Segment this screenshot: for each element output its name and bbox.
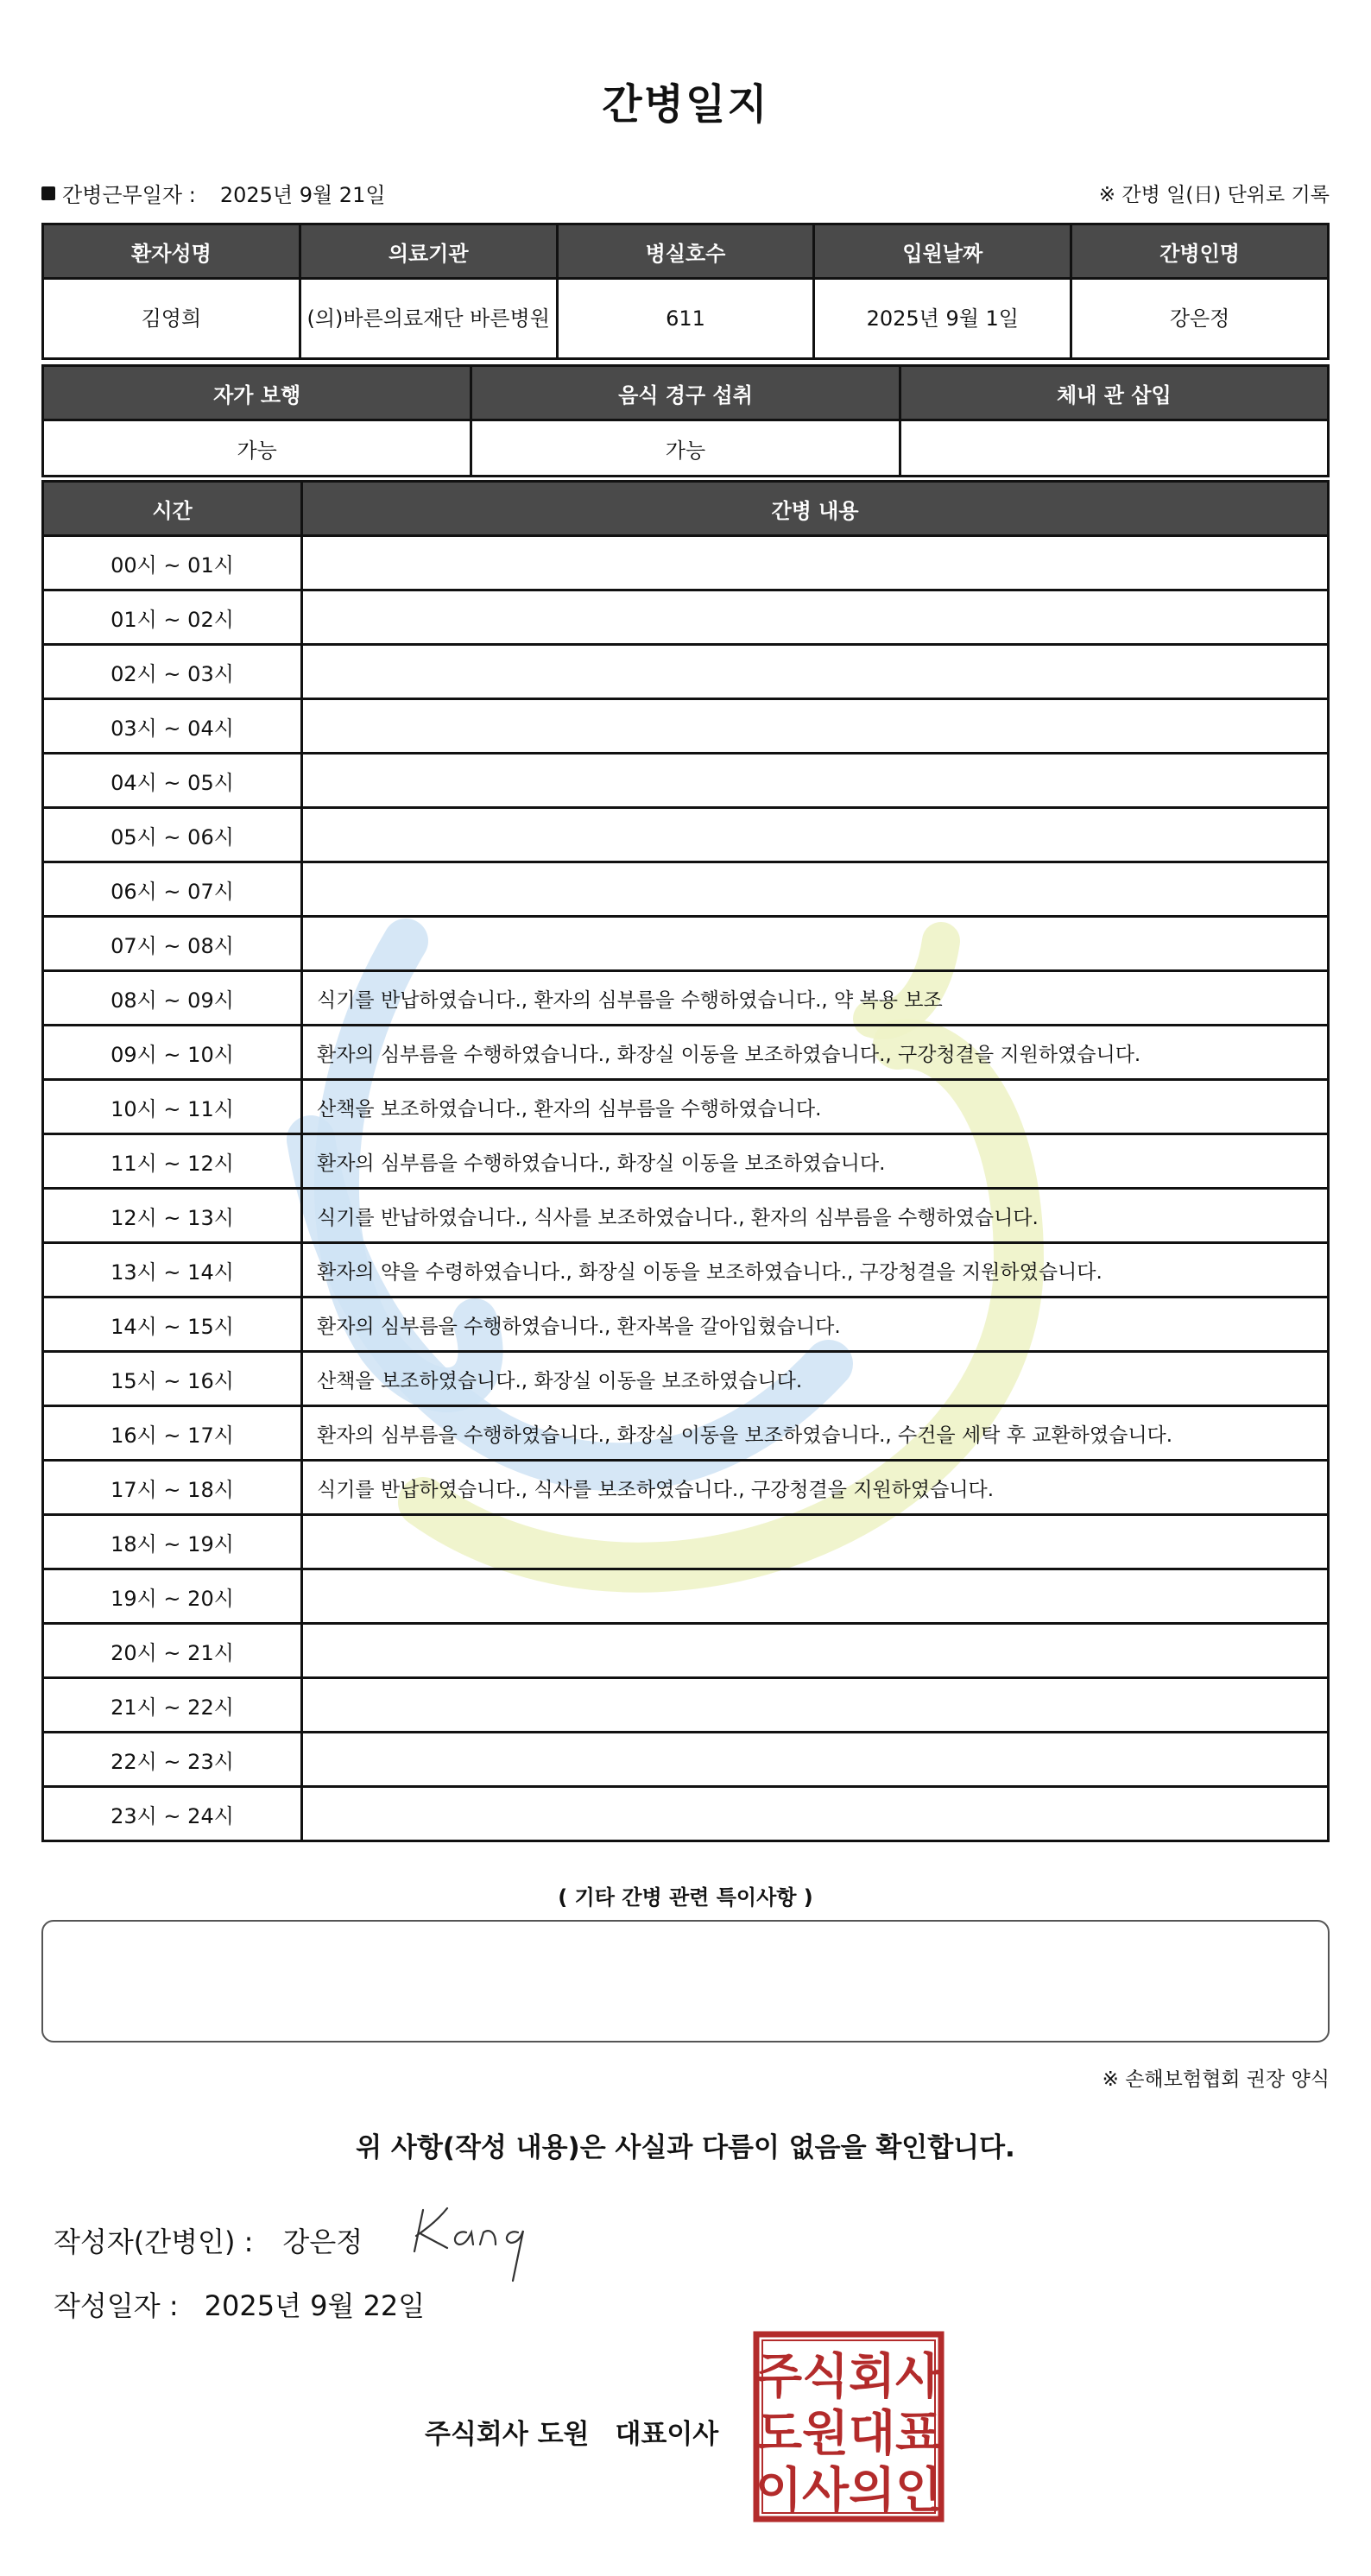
header-caregiver-name: 간병인명 <box>1071 224 1329 279</box>
seal-character: 의 <box>848 2463 896 2519</box>
care-content <box>302 1569 1329 1624</box>
table-row <box>43 1080 1329 1134</box>
care-content <box>302 862 1329 917</box>
care-schedule-table <box>41 480 1330 1842</box>
seal-character: 이 <box>755 2463 803 2519</box>
table-row <box>43 1461 1329 1515</box>
header-room-number: 병실호수 <box>557 224 814 279</box>
time-slot: 07시 ~ 08시 <box>43 917 302 971</box>
work-date <box>41 178 386 208</box>
company-title: 대표이사 <box>615 2419 719 2450</box>
table-row <box>43 808 1329 862</box>
time-slot: 05시 ~ 06시 <box>43 808 302 862</box>
care-content: 식기를 반납하였습니다., 식사를 보조하였습니다., 구강청결을 지원하였습니다. <box>302 1461 1329 1515</box>
time-slot: 04시 ~ 05시 <box>43 754 302 808</box>
care-content: 환자의 심부름을 수행하였습니다., 화장실 이동을 보조하였습니다., 구강청결을 지원하였습니다. <box>302 1026 1329 1080</box>
time-slot: 17시 ~ 18시 <box>43 1461 302 1515</box>
time-slot: 23시 ~ 24시 <box>43 1787 302 1841</box>
seal-character: 주 <box>755 2349 803 2405</box>
time-slot: 21시 ~ 22시 <box>43 1678 302 1733</box>
time-slot: 14시 ~ 15시 <box>43 1297 302 1352</box>
time-slot: 19시 ~ 20시 <box>43 1569 302 1624</box>
time-slot: 00시 ~ 01시 <box>43 536 302 590</box>
care-content: 환자의 심부름을 수행하였습니다., 환자복을 갈아입혔습니다. <box>302 1297 1329 1352</box>
seal-character: 사 <box>894 2349 943 2405</box>
table-row <box>43 754 1329 808</box>
care-content: 환자의 약을 수령하였습니다., 화장실 이동을 보조하였습니다., 구강청결을 지원하였습니다. <box>302 1243 1329 1297</box>
table-row <box>43 862 1329 917</box>
table-row <box>43 1243 1329 1297</box>
table-row <box>43 1134 1329 1189</box>
time-slot: 22시 ~ 23시 <box>43 1733 302 1787</box>
care-content <box>302 917 1329 971</box>
care-content <box>302 1733 1329 1787</box>
seal-character: 표 <box>894 2406 943 2462</box>
care-content <box>302 699 1329 754</box>
table-row <box>43 1406 1329 1461</box>
table-row <box>43 1515 1329 1569</box>
time-slot: 02시 ~ 03시 <box>43 645 302 699</box>
time-slot: 13시 ~ 14시 <box>43 1243 302 1297</box>
time-slot: 01시 ~ 02시 <box>43 590 302 645</box>
care-content <box>302 1787 1329 1841</box>
care-content <box>302 754 1329 808</box>
hospital-name: (의)바른의료재단 바른병원 <box>300 279 557 359</box>
table-row <box>43 1733 1329 1787</box>
table-row <box>43 1189 1329 1243</box>
care-content <box>302 1515 1329 1569</box>
unit-note: ※ 간병 일(日) 단위로 기록 <box>1098 184 1330 206</box>
table-row <box>43 699 1329 754</box>
care-content <box>302 645 1329 699</box>
care-content <box>302 536 1329 590</box>
seal-character: 대 <box>848 2406 896 2462</box>
care-content <box>302 1678 1329 1733</box>
care-content: 환자의 심부름을 수행하였습니다., 화장실 이동을 보조하였습니다., 수건을 세탁 후 교환하였습니다. <box>302 1406 1329 1461</box>
care-content: 식기를 반납하였습니다., 환자의 심부름을 수행하였습니다., 약 복용 보조 <box>302 971 1329 1026</box>
remarks-title: ( 기타 간병 관련 특이사항 ) <box>558 1885 813 1910</box>
patient-status-table <box>41 364 1330 477</box>
table-row <box>43 1787 1329 1841</box>
oral-intake-value: 가능 <box>471 420 900 477</box>
time-slot: 08시 ~ 09시 <box>43 971 302 1026</box>
time-slot: 11시 ~ 12시 <box>43 1134 302 1189</box>
table-row <box>43 917 1329 971</box>
time-slot: 06시 ~ 07시 <box>43 862 302 917</box>
header-hospital: 의료기관 <box>300 224 557 279</box>
care-content <box>302 808 1329 862</box>
care-content <box>302 590 1329 645</box>
table-row <box>43 971 1329 1026</box>
time-slot: 09시 ~ 10시 <box>43 1026 302 1080</box>
seal-character: 도 <box>755 2406 803 2462</box>
seal-character: 식 <box>801 2349 850 2405</box>
room-number: 611 <box>557 279 814 359</box>
seal-character: 원 <box>801 2406 850 2462</box>
care-content: 산책을 보조하였습니다., 환자의 심부름을 수행하였습니다. <box>302 1080 1329 1134</box>
header-time: 시간 <box>43 482 302 536</box>
header-tube-insertion: 체내 관 삽입 <box>900 366 1328 420</box>
time-slot: 16시 ~ 17시 <box>43 1406 302 1461</box>
seal-character: 인 <box>894 2463 943 2519</box>
company-name: 주식회사 도원 <box>425 2419 590 2450</box>
header-self-walking: 자가 보행 <box>43 366 471 420</box>
table-row <box>43 645 1329 699</box>
tube-insertion-value <box>900 420 1328 477</box>
table-row <box>43 1624 1329 1678</box>
time-slot: 03시 ~ 04시 <box>43 699 302 754</box>
table-row <box>43 590 1329 645</box>
patient-info-table <box>41 223 1330 360</box>
time-slot: 18시 ~ 19시 <box>43 1515 302 1569</box>
written-date-value: 2025년 9월 22일 <box>204 2289 426 2322</box>
header-oral-intake: 음식 경구 섭취 <box>471 366 900 420</box>
care-content: 식기를 반납하였습니다., 식사를 보조하였습니다., 환자의 심부름을 수행하였습니다. <box>302 1189 1329 1243</box>
header-admission-date: 입원날짜 <box>814 224 1071 279</box>
caregiver-name: 강은정 <box>1071 279 1329 359</box>
form-note: ※ 손해보험협회 권장 양식 <box>1102 2068 1330 2091</box>
table-row <box>43 1678 1329 1733</box>
time-slot: 20시 ~ 21시 <box>43 1624 302 1678</box>
header-care-content: 간병 내용 <box>302 482 1329 536</box>
company-seal <box>753 2331 945 2522</box>
table-row <box>43 1026 1329 1080</box>
time-slot: 10시 ~ 11시 <box>43 1080 302 1134</box>
page-title: 간병일지 <box>602 80 769 129</box>
admission-date: 2025년 9월 1일 <box>814 279 1071 359</box>
bullet-square-icon <box>41 186 55 200</box>
care-content <box>302 1624 1329 1678</box>
seal-character: 사 <box>801 2463 850 2519</box>
work-date-label: 간병근무일자 : <box>62 183 196 207</box>
self-walking-value: 가능 <box>43 420 471 477</box>
written-date-label: 작성일자 : <box>54 2289 179 2322</box>
work-date-value: 2025년 9월 21일 <box>219 183 386 207</box>
company-signature-line <box>425 2412 718 2451</box>
schedule-rows <box>43 536 1329 1841</box>
table-row <box>43 536 1329 590</box>
remarks-box <box>41 1920 1330 2042</box>
header-patient-name: 환자성명 <box>43 224 300 279</box>
author-label: 작성자(간병인) : <box>54 2226 254 2258</box>
written-date-row <box>54 2284 425 2324</box>
time-slot: 12시 ~ 13시 <box>43 1189 302 1243</box>
author-row <box>54 2220 363 2260</box>
table-row <box>43 1352 1329 1406</box>
patient-name: 김영희 <box>43 279 300 359</box>
author-name: 강은정 <box>282 2226 363 2258</box>
table-row <box>43 1569 1329 1624</box>
table-row <box>43 1297 1329 1352</box>
signature <box>406 2191 561 2286</box>
care-content: 환자의 심부름을 수행하였습니다., 화장실 이동을 보조하였습니다. <box>302 1134 1329 1189</box>
confirmation-statement: 위 사항(작성 내용)은 사실과 다름이 없음을 확인합니다. <box>356 2132 1015 2163</box>
care-content: 산책을 보조하였습니다., 화장실 이동을 보조하였습니다. <box>302 1352 1329 1406</box>
seal-character: 회 <box>848 2349 896 2405</box>
time-slot: 15시 ~ 16시 <box>43 1352 302 1406</box>
